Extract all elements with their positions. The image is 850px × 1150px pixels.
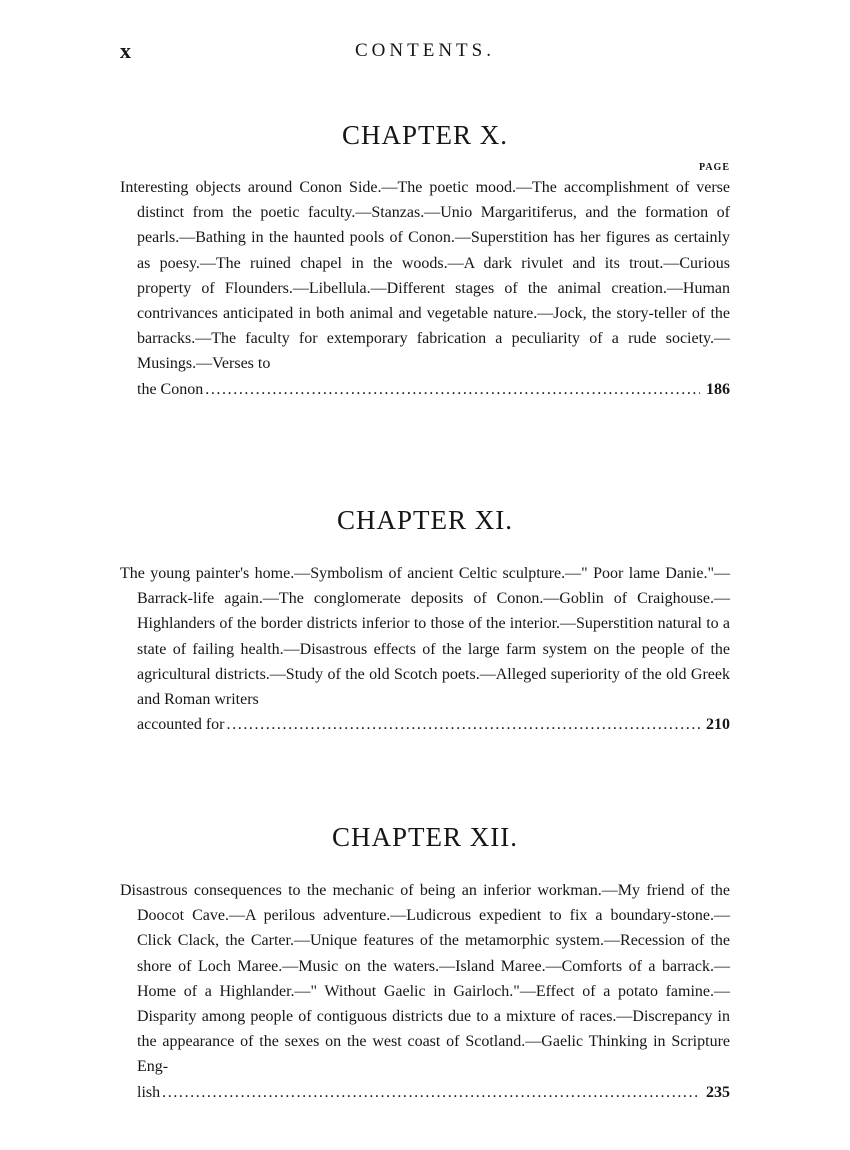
dot-leader [227, 712, 700, 737]
chapter-xii-entry [120, 822, 730, 1105]
chapter-last-line [120, 377, 730, 402]
running-title: CONTENTS. [355, 40, 495, 61]
dot-leader [162, 1080, 700, 1105]
summary-last-words: accounted for [137, 716, 225, 734]
chapter-summary: Disastrous consequences to the mechanic of being an inferior workman.—My friend of the Doocot Cave.—A perilous adventure.—Ludicrous expedient to fix a boundary-stone.—Click Clack, the Carter.—Unique features of the metamorphic system.—Recession of the shore of Loch Maree.—Music on the waters.—Island Maree.—Comforts of a barrack.—Home of a Highlander.—" Without Gaelic in Gairloch."—Effect of a potato famine.—Disparity among people of contiguous districts due to a mixture of races.—Discrepancy in the appearance of the sexes on the west coast of Scotland.—Gaelic Thinking in Scripture Eng- [120, 882, 730, 1076]
chapter-x-entry [120, 120, 730, 402]
running-head [120, 38, 730, 68]
chapter-summary: The young painter's home.—Symbolism of ancient Celtic sculpture.—" Poor lame Danie."—Barrack-life again.—The conglomerate deposits of Conon.—Goblin of Craighouse.—Highlanders of the border districts inferior to those of the interior.—Superstition natural to a state of failing health.—Disastrous effects of the large farm system on the people of the agricultural districts.—Study of the old Scotch poets.—Alleged superiority of the old Greek and Roman writers [120, 565, 730, 709]
summary-last-words: the Conon [137, 380, 204, 398]
page-number: x [120, 38, 132, 63]
chapter-title: CHAPTER X. [341, 120, 508, 150]
chapter-page-number: 210 [706, 716, 730, 734]
chapter-last-line [120, 712, 730, 737]
chapter-last-line [120, 1080, 730, 1105]
dot-leader [205, 377, 700, 402]
summary-last-words: lish [137, 1083, 161, 1101]
chapter-title: CHAPTER XI. [336, 505, 513, 535]
chapter-xi-entry [120, 505, 730, 737]
chapter-title: CHAPTER XII. [332, 822, 518, 852]
chapter-page-number: 186 [706, 380, 730, 398]
chapter-summary: Interesting objects around Conon Side.—The poetic mood.—The accomplishment of verse distinct from the poetic faculty.—Stanzas.—Unio Margaritiferus, and the formation of pearls.—Bathing in the haunted pools of Conon.—Superstition has her figures as certainly as poesy.—The ruined chapel in the woods.—A dark rivulet and its trout.—Curious property of Flounders.—Libellula.—Different stages of the animal creation.—Human contrivances anticipated in both animal and vegetable nature.—Jock, the story-teller of the barracks.—The faculty for extemporary fabrication a peculiarity of a rude society.—Musings.—Verses to [120, 179, 730, 373]
page-column-label: PAGE [698, 162, 730, 173]
chapter-page-number: 235 [706, 1083, 730, 1101]
